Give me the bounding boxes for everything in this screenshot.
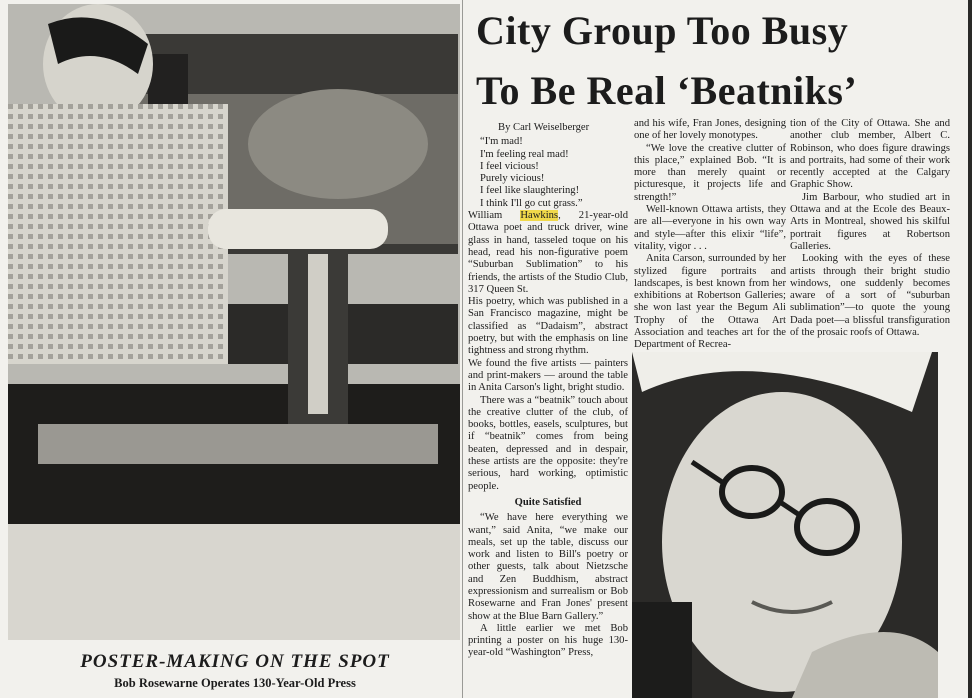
paragraph: William Hawkins, 21-year-old Ottawa poet and truck driver, wine glass in hand, tasseled toque on his head, read his non-figurative poem “Suburban Sublimation” to his friends, the artists of the Studio Club, 317 Queen St. [468, 210, 628, 295]
poem-line: I'm feeling real mad! [480, 148, 569, 160]
page-edge [968, 0, 972, 698]
paragraph: “We have here everything we want,” said Anita, “we make our meals, set up the table, discuss our work and listen to Bill's poetry or other guests, talk about Nietzsche and Zen Buddhism, abstract expressionism and surrealism or Bob Rosewarne and Fran Jones' present show at the Blue Barn Gallery.” [468, 512, 628, 622]
press-photo [8, 4, 460, 640]
poem-line: I feel like slaughtering! [480, 185, 580, 197]
column-rule [462, 0, 463, 698]
byline: By Carl Weiselberger [498, 122, 590, 133]
paragraph: There was a “beatnik” touch about the creative clutter of the club, of books, bottles, easels, sculptures, but if “beatnik” comes from being beaten, depressed and in despair, these artists are the opposite: they're serious, hard working, optimistic people. [468, 394, 628, 492]
poem-line: I think I'll go cut grass.” [480, 197, 583, 209]
headline-line-1: City Group Too Busy [476, 8, 849, 53]
poem-line: I feel vicious! [480, 160, 539, 172]
article-column-1 [468, 122, 628, 660]
paragraph: We found the five artists — painters and print-makers — around the table in Anita Carson's light, bright studio. [468, 357, 628, 394]
paragraph: tion of the City of Ottawa. She and another club member, Albert C. Robinson, who does figure drawings and portraits, had some of their work recently accepted at the Calgary Graphic Show. [790, 118, 950, 191]
photo-caption-subtitle: Bob Rosewarne Operates 130-Year-Old Press [114, 676, 356, 690]
article-column-2 [634, 118, 786, 352]
highlighted-name: Hawkins [520, 210, 559, 222]
paragraph: Well-known Ottawa artists, they are all—everyone in his own way and style—after this elixir “life”, vitality, vigor . . . [634, 204, 786, 252]
subheading: Quite Satisfied [514, 496, 582, 508]
poet-photo [632, 352, 938, 698]
paragraph: Jim Barbour, who studied art in Ottawa and at the Ecole des Beaux-Arts in Montreal, showed his skilful portrait figures at Robertson Galleries. [790, 191, 950, 252]
paragraph: His poetry, which was published in a San Francisco magazine, might be classified as “Dadaism”, abstract poetry, but with the emphasis on line tightness and strong rhythm. [468, 296, 628, 357]
press-photo-art [8, 4, 460, 640]
paragraph: Anita Carson, surrounded by her stylized figure portraits and landscapes, is best known from her exhibitions at Robertson Galleries; she won last year the Begum Ali Trophy of the Ottawa Art Association and teaches art for the Department of Recrea- [634, 253, 786, 351]
paragraph: Looking with the eyes of these artists through their bright studio windows, one suddenly becomes aware of a sort of “suburban sublimation”—to quote the young Dada poet—a blissful transfiguration of the prosaic roofs of Ottawa. [790, 253, 950, 339]
poem-line: “I'm mad! [480, 136, 523, 148]
photo-caption-title: POSTER-MAKING ON THE SPOT [80, 651, 390, 672]
paragraph: and his wife, Fran Jones, designing one of her lovely monotypes. [634, 118, 786, 142]
poem-line: Purely vicious! [480, 173, 545, 185]
poem [468, 136, 628, 210]
poet-photo-art [632, 352, 938, 698]
article-column-3 [790, 118, 950, 339]
headline-line-2: To Be Real ‘Beatniks’ [476, 68, 858, 113]
paragraph: A little earlier we met Bob printing a poster on his huge 130-year-old “Washington” Press, [468, 622, 628, 659]
paragraph: “We love the creative clutter of this place,” explained Bob. “It is more than merely quaint or picturesque, it projects life and strength!” [634, 142, 786, 203]
